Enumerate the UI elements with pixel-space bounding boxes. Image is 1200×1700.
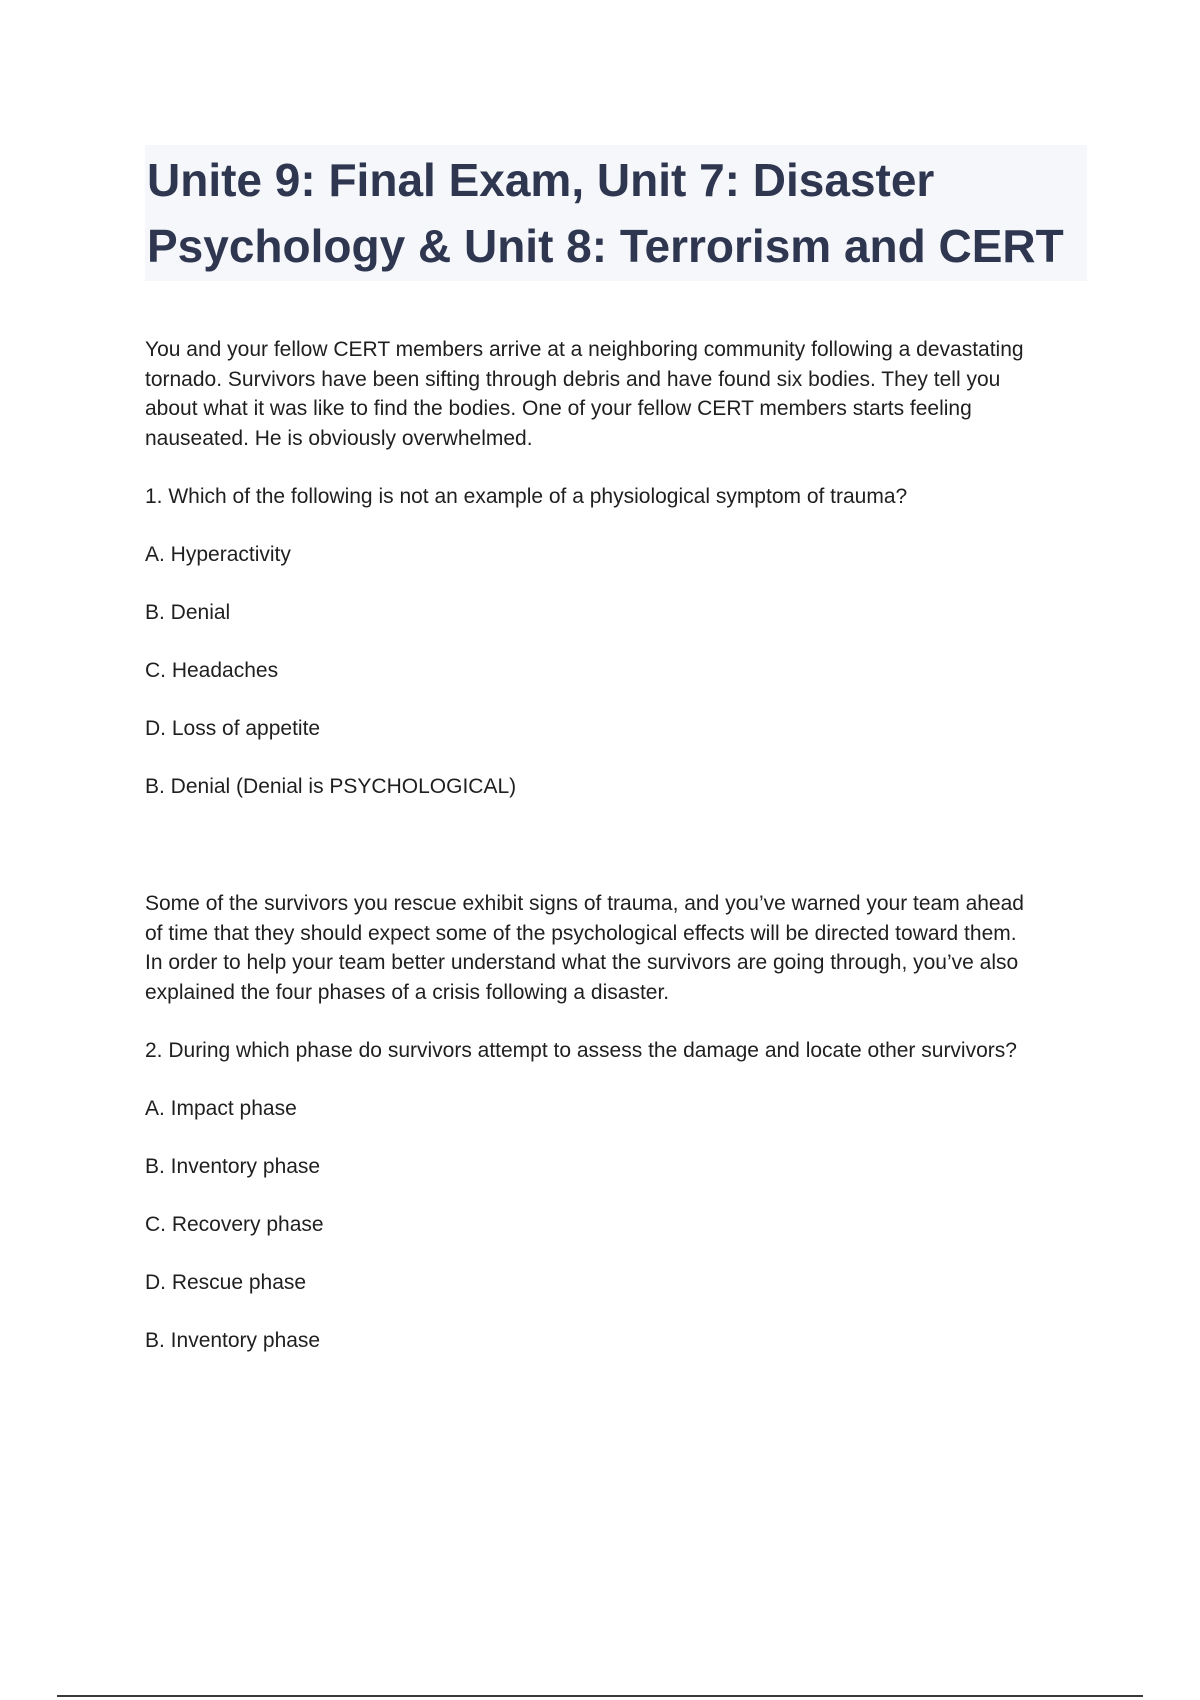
scenario-line: explained the four phases of a crisis following a disaster. [145, 980, 670, 1004]
question-2: 2. During which phase do survivors attempt to assess the damage and locate other survivors? [145, 1039, 1017, 1062]
scenario-line: Some of the survivors you rescue exhibit signs of trauma, and you’ve warned your team ahead [145, 892, 1024, 915]
scenario-line: of time that they should expect some of the psychological effects will be directed toward them. [145, 921, 1017, 945]
question-2-option-a: A. Impact phase [145, 1097, 297, 1120]
page-footer-divider [57, 1695, 1143, 1697]
question-1-option-d: D. Loss of appetite [145, 717, 321, 740]
question-block-2 [145, 889, 1085, 1355]
scenario-line: You and your fellow CERT members arrive at a neighboring community following a devastating [145, 338, 1024, 361]
exam-content [145, 335, 1085, 1355]
question-1-option-c: C. Headaches [145, 659, 279, 682]
question-block-1 [145, 335, 1085, 801]
scenario-line: nauseated. He is obviously overwhelmed. [145, 426, 533, 450]
question-2-option-c: C. Recovery phase [145, 1213, 324, 1236]
question-2-option-b: B. Inventory phase [145, 1155, 321, 1178]
title-banner [145, 145, 1087, 281]
scenario-paragraph-2 [145, 889, 1085, 1007]
question-2-answer: B. Inventory phase [145, 1329, 321, 1352]
scenario-paragraph-1 [145, 335, 1085, 453]
title-line-1: Unite 9: Final Exam, Unit 7: Disaster [147, 154, 935, 206]
question-1-option-a: A. Hyperactivity [145, 543, 291, 566]
scenario-line: about what it was like to find the bodies. One of your fellow CERT members starts feeling [145, 397, 972, 420]
scenario-line: In order to help your team better understand what the survivors are going through, you’ve also [145, 951, 1019, 974]
question-1-answer: B. Denial (Denial is PSYCHOLOGICAL) [145, 775, 517, 798]
scenario-line: tornado. Survivors have been sifting through debris and have found six bodies. They tell you [145, 367, 1001, 391]
page-title [147, 145, 1087, 279]
question-1: 1. Which of the following is not an example of a physiological symptom of trauma? [145, 485, 908, 508]
question-1-option-b: B. Denial [145, 601, 231, 624]
title-line-2: Psychology & Unit 8: Terrorism and CERT [147, 220, 1064, 272]
question-2-option-d: D. Rescue phase [145, 1271, 307, 1294]
